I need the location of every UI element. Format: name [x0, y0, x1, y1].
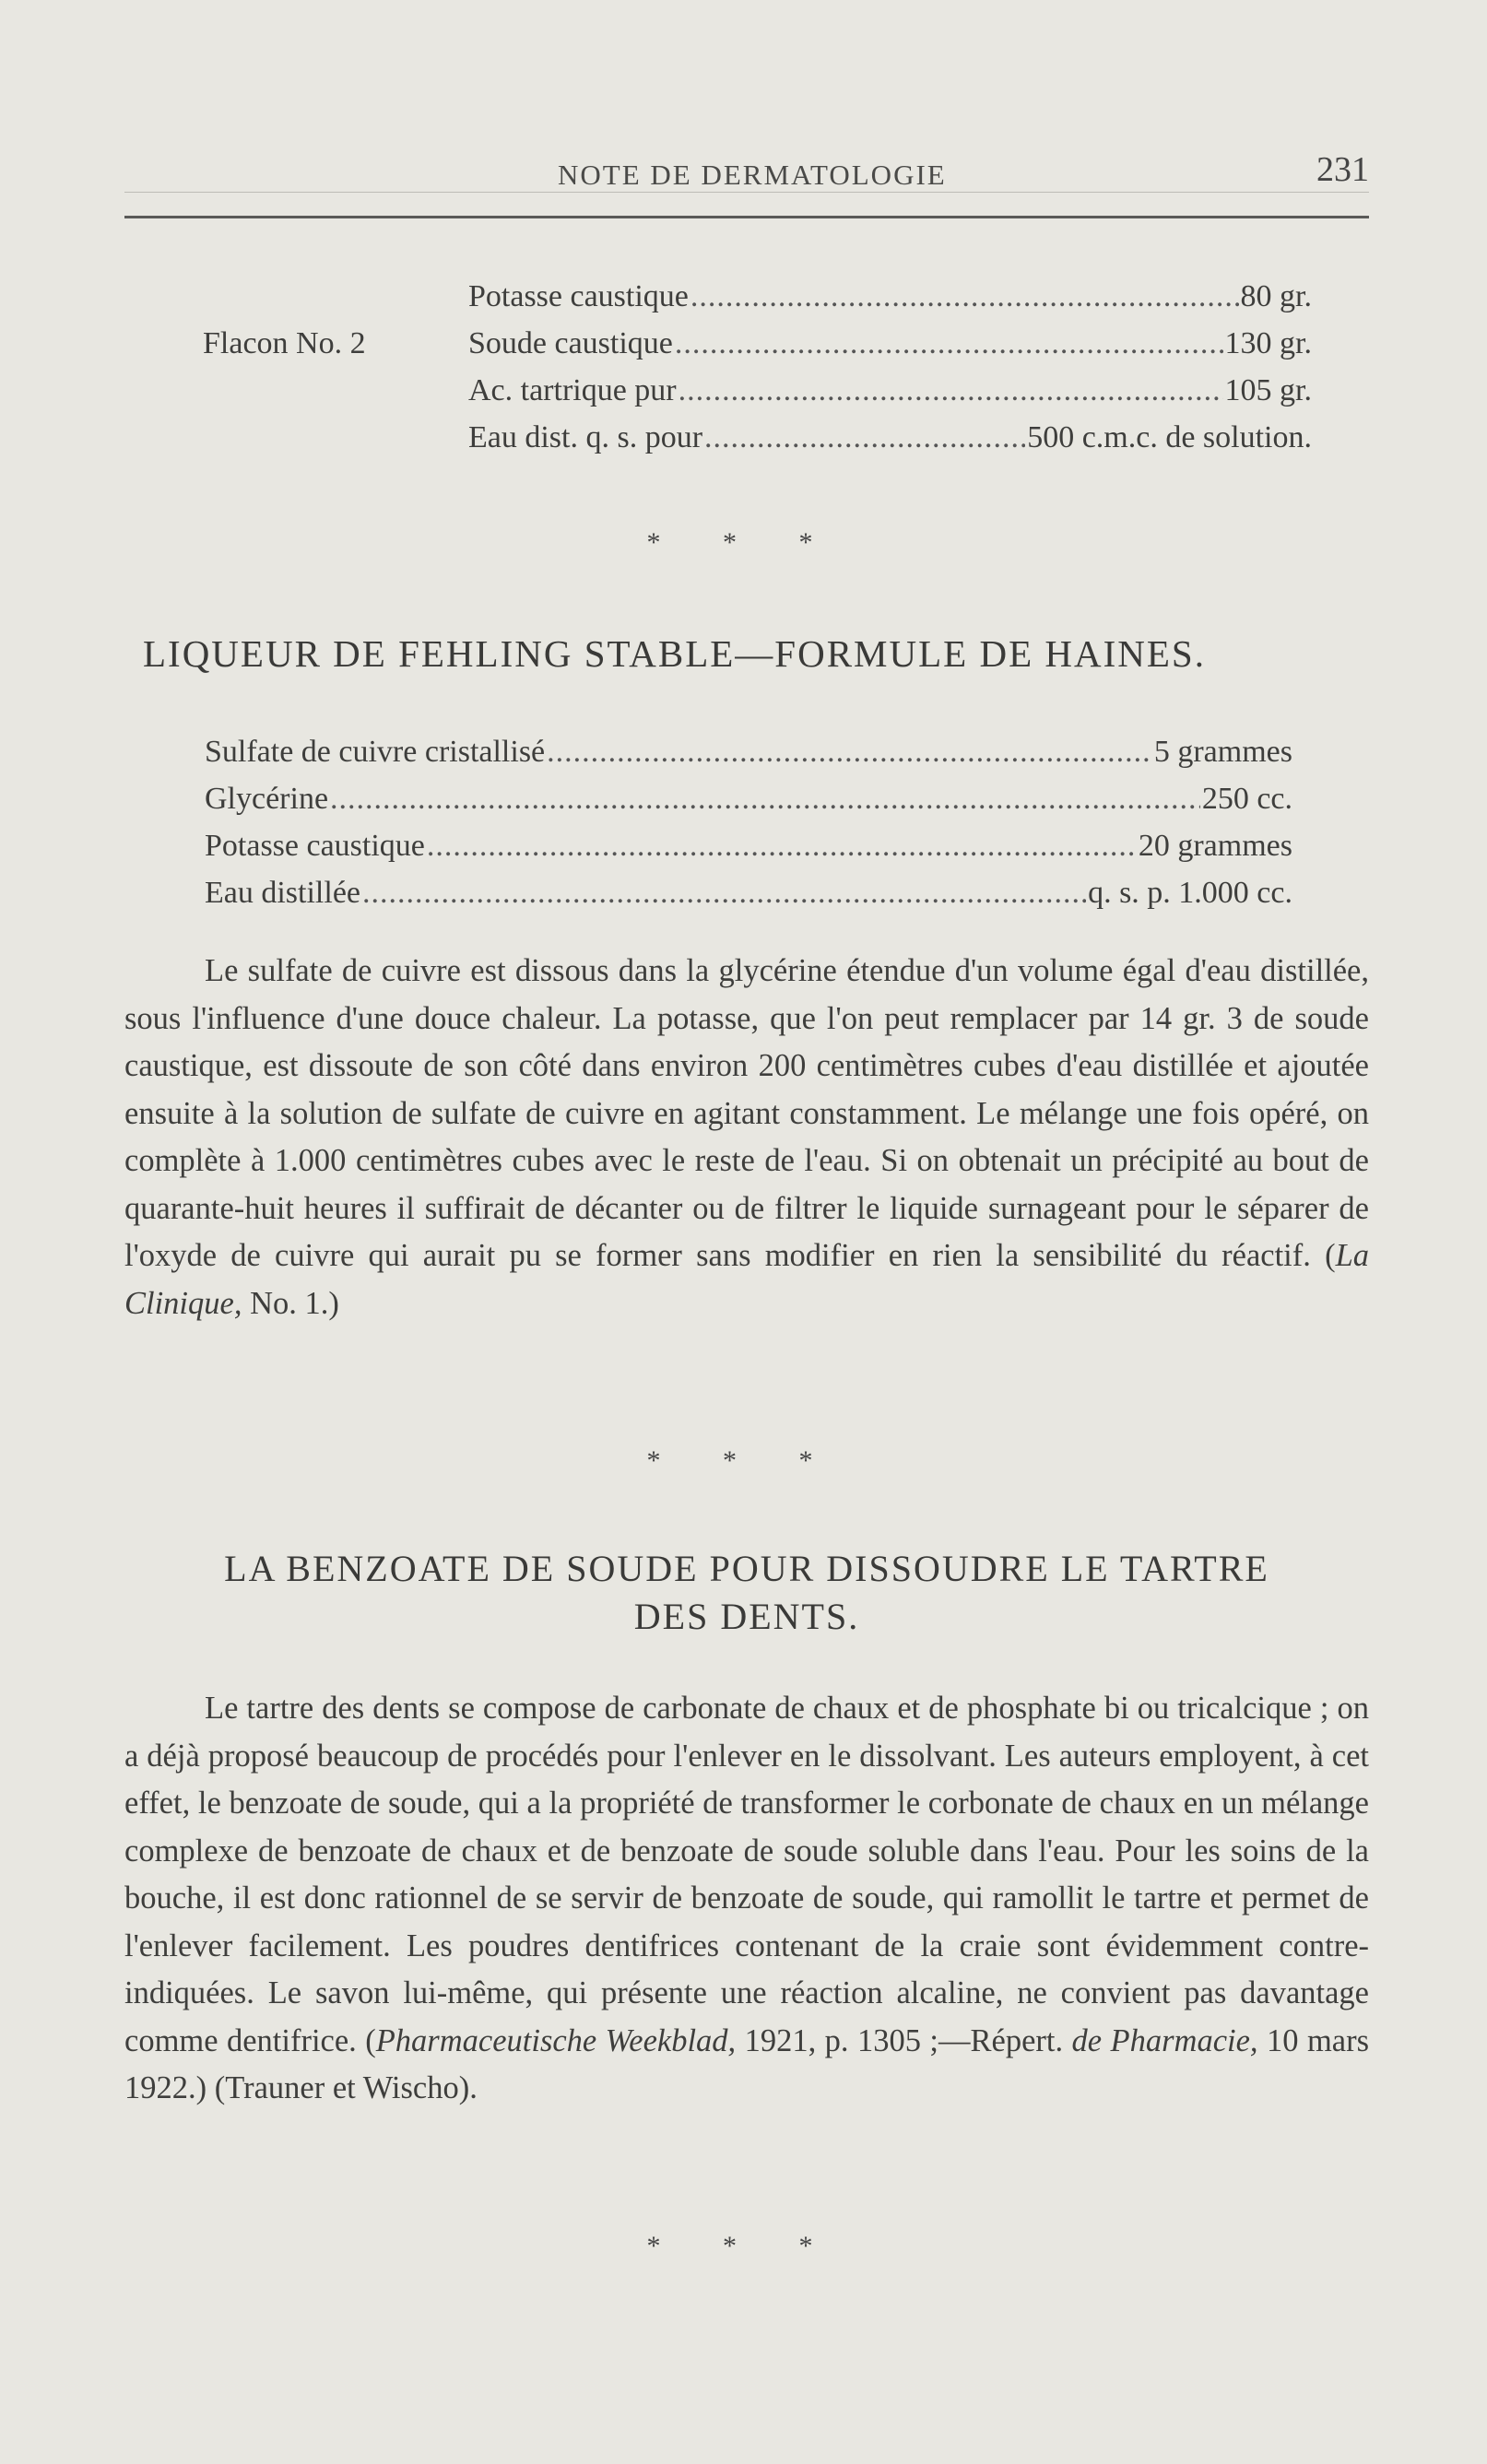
ingredient-name: Sulfate de cuivre cristallisé [205, 735, 546, 769]
leader-dots [547, 728, 1152, 775]
fehling-ingredient-list [205, 728, 1292, 916]
reference-details: 1921, p. 1305 ;—Répert. [736, 2022, 1072, 2058]
leader-dots [690, 273, 1239, 320]
fehling-row [205, 822, 1292, 869]
section-title-line: DES DENTS. [633, 1596, 860, 1637]
leader-dots [704, 414, 1025, 461]
flacon-label: Flacon No. 2 [203, 326, 366, 360]
ingredient-amount: 130 gr. [1224, 326, 1312, 360]
body-paragraph [124, 948, 1369, 1327]
fehling-row [205, 728, 1292, 775]
flacon-row [468, 414, 1312, 461]
ingredient-name: Eau distillée [205, 876, 361, 910]
ingredient-name: Glycérine [205, 782, 329, 816]
ingredient-name: Eau dist. q. s. pour [468, 420, 703, 454]
section-separator: * * * [646, 1445, 841, 1476]
body-paragraph [124, 1685, 1369, 2113]
running-title: NOTE DE DERMATOLOGIE [558, 159, 947, 191]
header-rule [124, 216, 1369, 218]
leader-dots [427, 822, 1137, 869]
reference-journal: de Pharmacie, [1071, 2022, 1258, 2058]
fehling-row [205, 775, 1292, 822]
leader-dots [679, 367, 1223, 414]
section-title-fehling: LIQUEUR DE FEHLING STABLE—FORMULE DE HAINES. [143, 632, 1206, 675]
fehling-paragraph [124, 948, 1369, 1327]
flacon-row [468, 273, 1312, 320]
page-number: 231 [1316, 150, 1369, 189]
flacon-ingredient-list [468, 273, 1312, 461]
ingredient-amount: 20 grammes [1138, 829, 1292, 863]
header-thin-rule [124, 192, 1369, 193]
benzoate-paragraph [124, 1685, 1369, 2113]
flacon-row [468, 367, 1312, 414]
leader-dots [362, 869, 1086, 916]
ingredient-name: Potasse caustique [468, 279, 689, 313]
reference-journal: Pharmaceutische Weekblad, [375, 2022, 737, 2058]
ingredient-amount: q. s. p. 1.000 cc. [1088, 876, 1292, 910]
section-separator: * * * [646, 527, 841, 558]
ingredient-amount: 5 grammes [1153, 735, 1292, 769]
fehling-row [205, 869, 1292, 916]
ingredient-amount: 500 c.m.c. de solution. [1027, 420, 1312, 454]
ingredient-name: Soude caustique [468, 326, 673, 360]
section-title-benzoate [124, 1545, 1369, 1641]
leader-dots [675, 320, 1223, 367]
flacon-row [468, 320, 1312, 367]
paragraph-text: Le tartre des dents se compose de carbonate de chaux et de phosphate bi ou tricalcique ; on a déjà proposé beaucoup de procédés pour l'enlever en le dissolvant. Les auteurs employent, à cet effet, le benzoate de soude, qui a la propriété de transformer le corbonate de chaux en un mélange complexe de benzoate de chaux et de benzoate de soude soluble dans l'eau. Pour les soins de la bouche, il est donc rationnel de se servir de benzoate de soude, qui ramollit le tartre et permet de l'enlever facilement. Les poudres dentifrices contenant de la craie sont évidemment contre-indiquées. Le savon lui-même, qui présente une réaction alcaline, ne convient pas davantage comme dentifrice. [124, 1691, 1369, 2058]
leader-dots [330, 775, 1200, 822]
section-title-line: LA BENZOATE DE SOUDE POUR DISSOUDRE LE TARTRE [224, 1548, 1269, 1589]
ingredient-amount: 250 cc. [1201, 782, 1292, 816]
reference-open: ( [356, 2022, 376, 2058]
section-separator: * * * [646, 2231, 841, 2261]
citation-open: ( [1310, 1238, 1336, 1273]
ingredient-name: Ac. tartrique pur [468, 373, 677, 407]
citation-close: No. 1.) [242, 1285, 339, 1321]
citation-journal: La Clinique, [124, 1238, 1369, 1321]
ingredient-amount: 80 gr. [1240, 279, 1312, 313]
running-header [124, 138, 1369, 194]
reference-close: 10 mars 1922.) (Trauner et Wischo). [124, 2022, 1370, 2105]
ingredient-amount: 105 gr. [1224, 373, 1312, 407]
paragraph-text: Le sulfate de cuivre est dissous dans la glycérine étendue d'un volume égal d'eau distillée, sous l'influence d'une douce chaleur. La potasse, que l'on peut remplacer par 14 gr. 3 de soude caustique, est dissoute de son côté dans environ 200 centimètres cubes d'eau distillée et ajoutée ensuite à la solution de sulfate de cuivre en agitant constamment. Le mélange une fois opéré, on complète à 1.000 centimètres cubes avec le reste de l'eau. Si on obtenait un précipité au bout de quarante-huit heures il suffirait de décanter ou de filtrer le liquide surnageant pour le séparer de l'oxyde de cuivre qui aurait pu se former sans modifier en rien la sensibilité du réactif. [124, 953, 1369, 1273]
ingredient-name: Potasse caustique [205, 829, 425, 863]
